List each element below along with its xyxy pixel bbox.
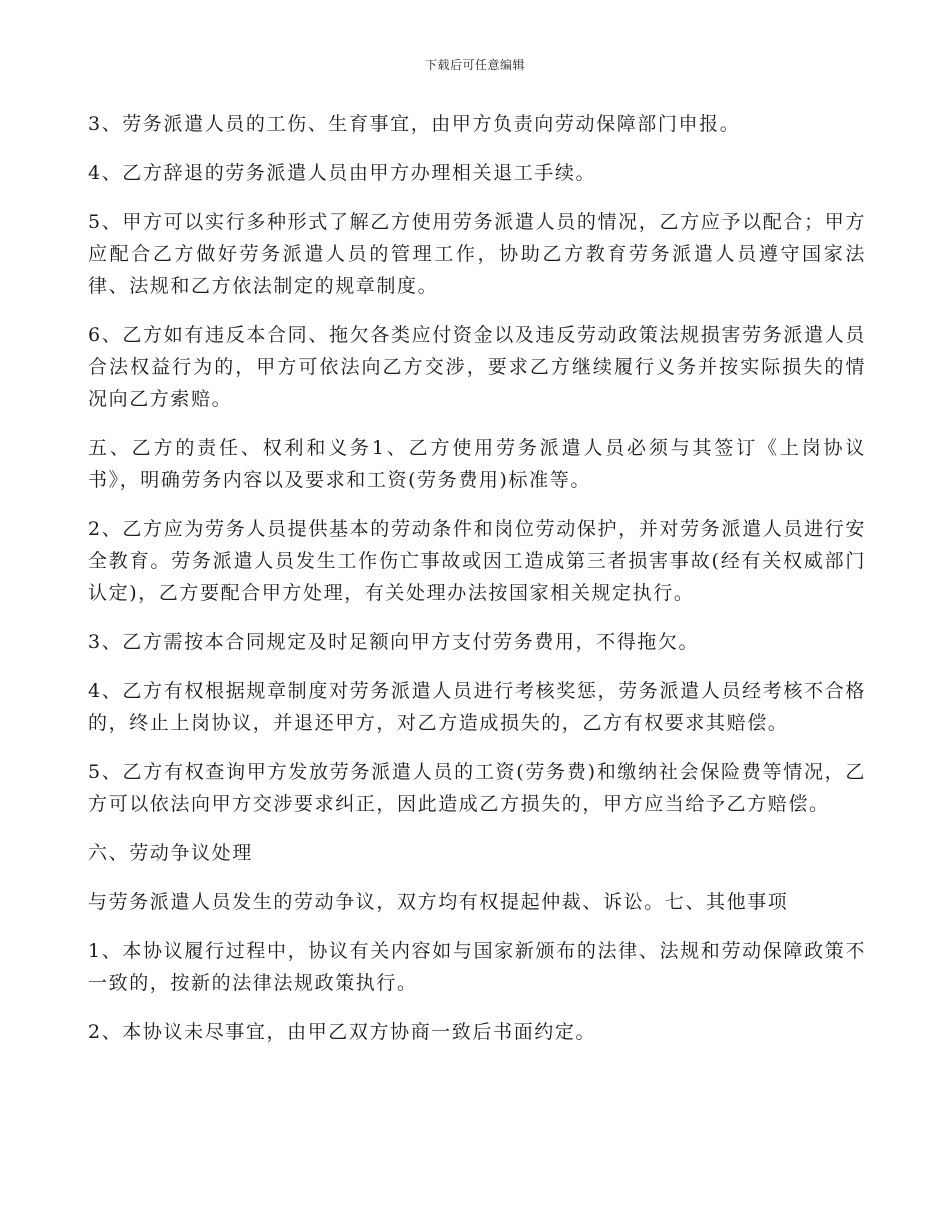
paragraph: 3、乙方需按本合同规定及时足额向甲方支付劳务费用，不得拖欠。 xyxy=(88,631,700,653)
paragraph: 4、乙方辞退的劳务派遣人员由甲方办理相关退工手续。 xyxy=(88,162,597,184)
section-heading: 六、劳动争议处理 xyxy=(88,842,253,864)
paragraph: 2、本协议未尽事宜，由甲乙双方协商一致后书面约定。 xyxy=(88,1021,597,1043)
paragraph: 5、乙方有权查询甲方发放劳务派遣人员的工资(劳务费)和缴纳社会保险费等情况，乙方可以依法向甲方交涉要求纠正，因此造成乙方损失的，甲方应当给予乙方赔偿。 xyxy=(88,761,866,815)
paragraph: 与劳务派遣人员发生的劳动争议，双方均有权提起仲裁、诉讼。七、其他事项 xyxy=(88,891,789,913)
paragraph: 6、乙方如有违反本合同、拖欠各类应付资金以及违反劳动政策法规损害劳务派遣人员合法权益行为的，甲方可依法向乙方交涉，要求乙方继续履行义务并按实际损失的情况向乙方索赔。 xyxy=(88,324,866,410)
paragraph: 4、乙方有权根据规章制度对劳务派遣人员进行考核奖惩，劳务派遣人员经考核不合格的，终止上岗协议，并退还甲方，对乙方造成损失的，乙方有权要求其赔偿。 xyxy=(88,680,866,734)
paragraph: 3、劳务派遣人员的工伤、生育事宜，由甲方负责向劳动保障部门申报。 xyxy=(88,113,741,135)
paragraph: 2、乙方应为劳务人员提供基本的劳动条件和岗位劳动保护，并对劳务派遣人员进行安全教育。劳务派遣人员发生工作伤亡事故或因工造成第三者损害事故(经有关权威部门认定)，乙方要配合甲方处理，有关处理办法按国家相关规定执行。 xyxy=(88,518,866,604)
page-header: 下载后可任意编辑 xyxy=(424,58,525,72)
document-body xyxy=(88,108,866,1065)
paragraph: 1、本协议履行过程中，协议有关内容如与国家新颁布的法律、法规和劳动保障政策不一致的，按新的法律法规政策执行。 xyxy=(88,940,866,994)
paragraph: 5、甲方可以实行多种形式了解乙方使用劳务派遣人员的情况，乙方应予以配合；甲方应配合乙方做好劳务派遣人员的管理工作，协助乙方教育劳务派遣人员遵守国家法律、法规和乙方依法制定的规章制度。 xyxy=(88,211,866,297)
section-heading-paragraph: 五、乙方的责任、权利和义务1、乙方使用劳务派遣人员必须与其签订《上岗协议书》，明确劳务内容以及要求和工资(劳务费用)标准等。 xyxy=(88,437,866,491)
